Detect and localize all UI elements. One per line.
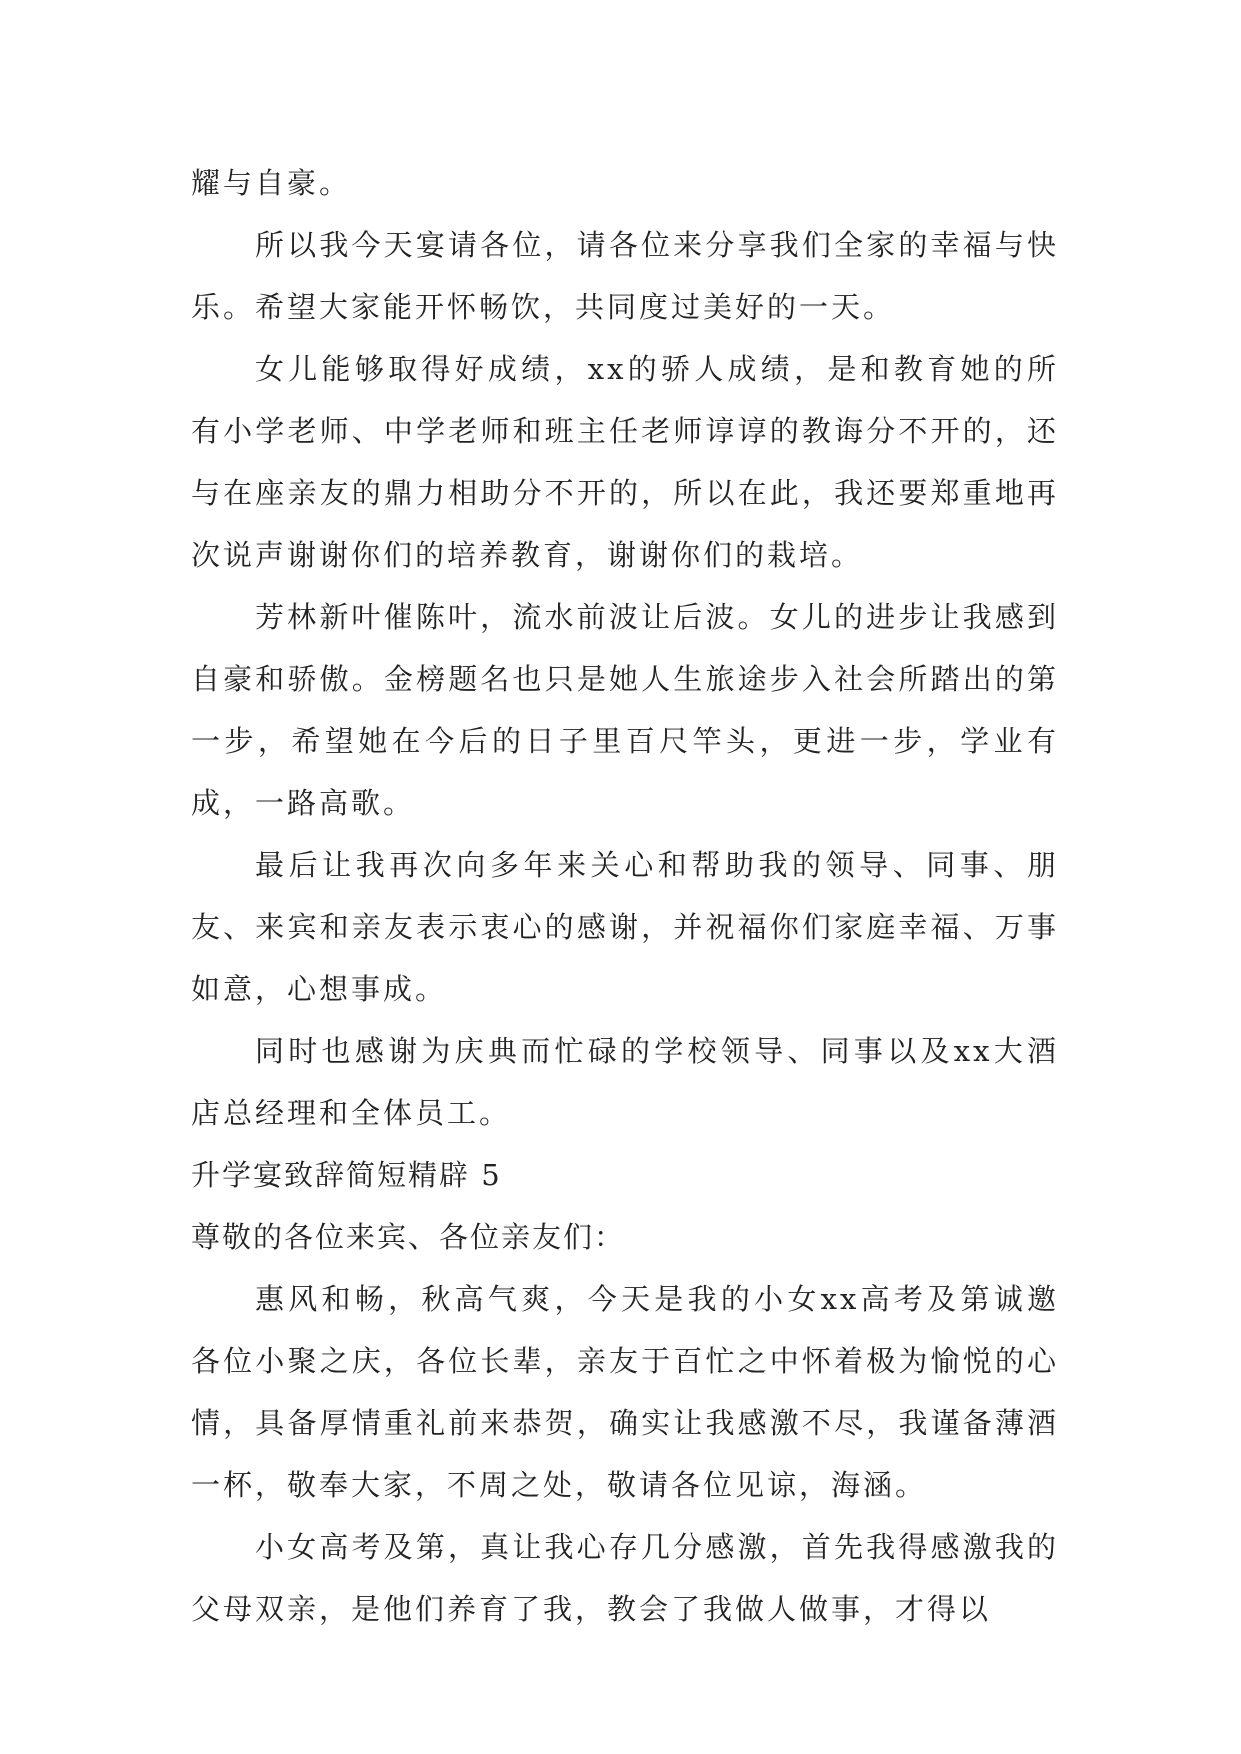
- salutation: 尊敬的各位来宾、各位亲友们：: [191, 1220, 626, 1254]
- document-body: [191, 152, 1059, 1640]
- paragraph-3: 女儿能够取得好成绩，xx的骄人成绩，是和教育她的所有小学老师、中学老师和班主任老师谆谆的教诲分不开的，还与在座亲友的鼎力相助分不开的，所以在此，我还要郑重地再次说声谢谢你们的培养教育，谢谢你们的栽培。: [191, 352, 1059, 572]
- paragraph-8: 小女高考及第，真让我心存几分感激，首先我得感激我的父母双亲，是他们养育了我，教会了我做人做事，才得以: [191, 1530, 1059, 1626]
- paragraph-1: 耀与自豪。: [191, 166, 352, 200]
- paragraph-7: 惠风和畅，秋高气爽，今天是我的小女xx高考及第诚邀各位小聚之庆，各位长辈，亲友于百忙之中怀着极为愉悦的心情，具备厚情重礼前来恭贺，确实让我感激不尽，我谨备薄酒一杯，敬奉大家，不周之处，敬请各位见谅，海涵。: [191, 1282, 1059, 1502]
- paragraph-4: 芳林新叶催陈叶，流水前波让后波。女儿的进步让我感到自豪和骄傲。金榜题名也只是她人生旅途步入社会所踏出的第一步，希望她在今后的日子里百尺竿头，更进一步，学业有成，一路高歌。: [191, 600, 1059, 820]
- section-title: 升学宴致辞简短精辟 5: [191, 1158, 502, 1192]
- paragraph-2: 所以我今天宴请各位，请各位来分享我们全家的幸福与快乐。希望大家能开怀畅饮，共同度过美好的一天。: [191, 228, 1059, 324]
- paragraph-6: 同时也感谢为庆典而忙碌的学校领导、同事以及xx大酒店总经理和全体员工。: [191, 1034, 1059, 1130]
- paragraph-5: 最后让我再次向多年来关心和帮助我的领导、同事、朋友、来宾和亲友表示衷心的感谢，并祝福你们家庭幸福、万事如意，心想事成。: [191, 848, 1059, 1006]
